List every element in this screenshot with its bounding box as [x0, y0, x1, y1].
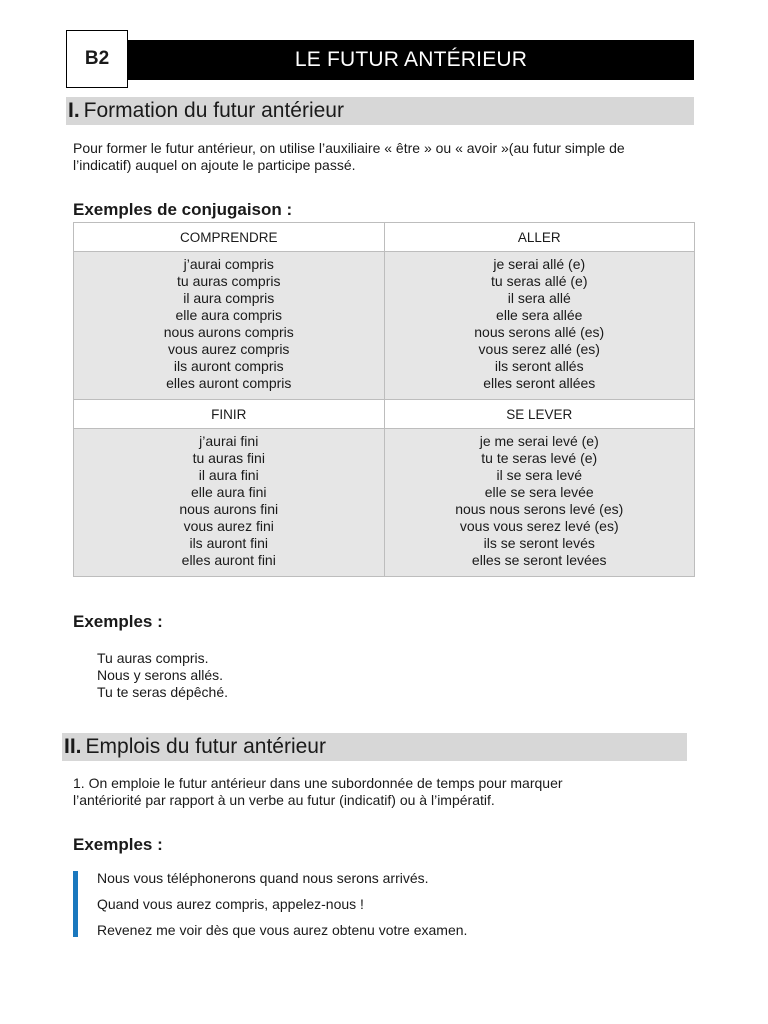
list-item: Revenez me voir dès que vous aurez obtenu votre examen.: [97, 922, 468, 938]
table-cell-aller: je serai allé (e) tu seras allé (e) il sera allé elle sera allée nous serons allé (es) vous serez allé (es) ils seront allés elles seront allées: [384, 252, 695, 400]
list-item: Tu te seras dépêché.: [97, 684, 229, 700]
examples-list-2: [97, 869, 467, 947]
section-1-number: I.: [68, 99, 80, 122]
table-cell-comprendre: j’aurai compris tu auras compris il aura compris elle aura compris nous aurons compris vous aurez compris ils auront compris elles auront compris: [74, 252, 385, 400]
section-2-heading: [62, 733, 687, 761]
list-item: Tu auras compris.: [97, 650, 209, 666]
page-title: LE FUTUR ANTÉRIEUR: [128, 40, 694, 80]
quote-accent-bar: [73, 871, 78, 937]
section-2-title: Emplois du futur antérieur: [85, 735, 326, 758]
list-item: Nous vous téléphonerons quand nous serons arrivés.: [97, 870, 429, 886]
table-header-cell: COMPRENDRE: [74, 223, 385, 252]
examples-list: [97, 650, 228, 701]
section-1-title: Formation du futur antérieur: [83, 99, 344, 122]
list-item: Nous y serons allés.: [97, 667, 224, 683]
section-2-intro: 1. On emploie le futur antérieur dans une subordonnée de temps pour marquer l’antériorité par rapport à un verbe au futur (indicatif) ou à l’impératif.: [73, 775, 563, 808]
conjugation-table: [73, 222, 695, 577]
conjugation-heading: Exemples de conjugaison :: [73, 200, 293, 219]
table-header-cell: ALLER: [384, 223, 695, 252]
section-1-heading: [66, 97, 694, 125]
level-badge: B2: [66, 30, 128, 88]
list-item: Quand vous aurez compris, appelez-nous !: [97, 896, 364, 912]
section-1-intro: Pour former le futur antérieur, on utilise l’auxiliaire « être » ou « avoir »(au futur simple de l’indicatif) auquel on ajoute le participe passé.: [73, 140, 625, 173]
table-cell-se-lever: je me serai levé (e) tu te seras levé (e) il se sera levé elle se sera levée nous nous serons levé (es) vous vous serez levé (es) ils se seront levés elles se seront levées: [384, 429, 695, 577]
examples-heading-2: Exemples :: [73, 835, 163, 854]
table-cell-finir: j’aurai fini tu auras fini il aura fini elle aura fini nous aurons fini vous aurez fini ils auront fini elles auront fini: [74, 429, 385, 577]
table-header-cell: SE LEVER: [384, 400, 695, 429]
table-header-cell: FINIR: [74, 400, 385, 429]
section-2-number: II.: [64, 735, 82, 758]
examples-heading: Exemples :: [73, 612, 163, 631]
